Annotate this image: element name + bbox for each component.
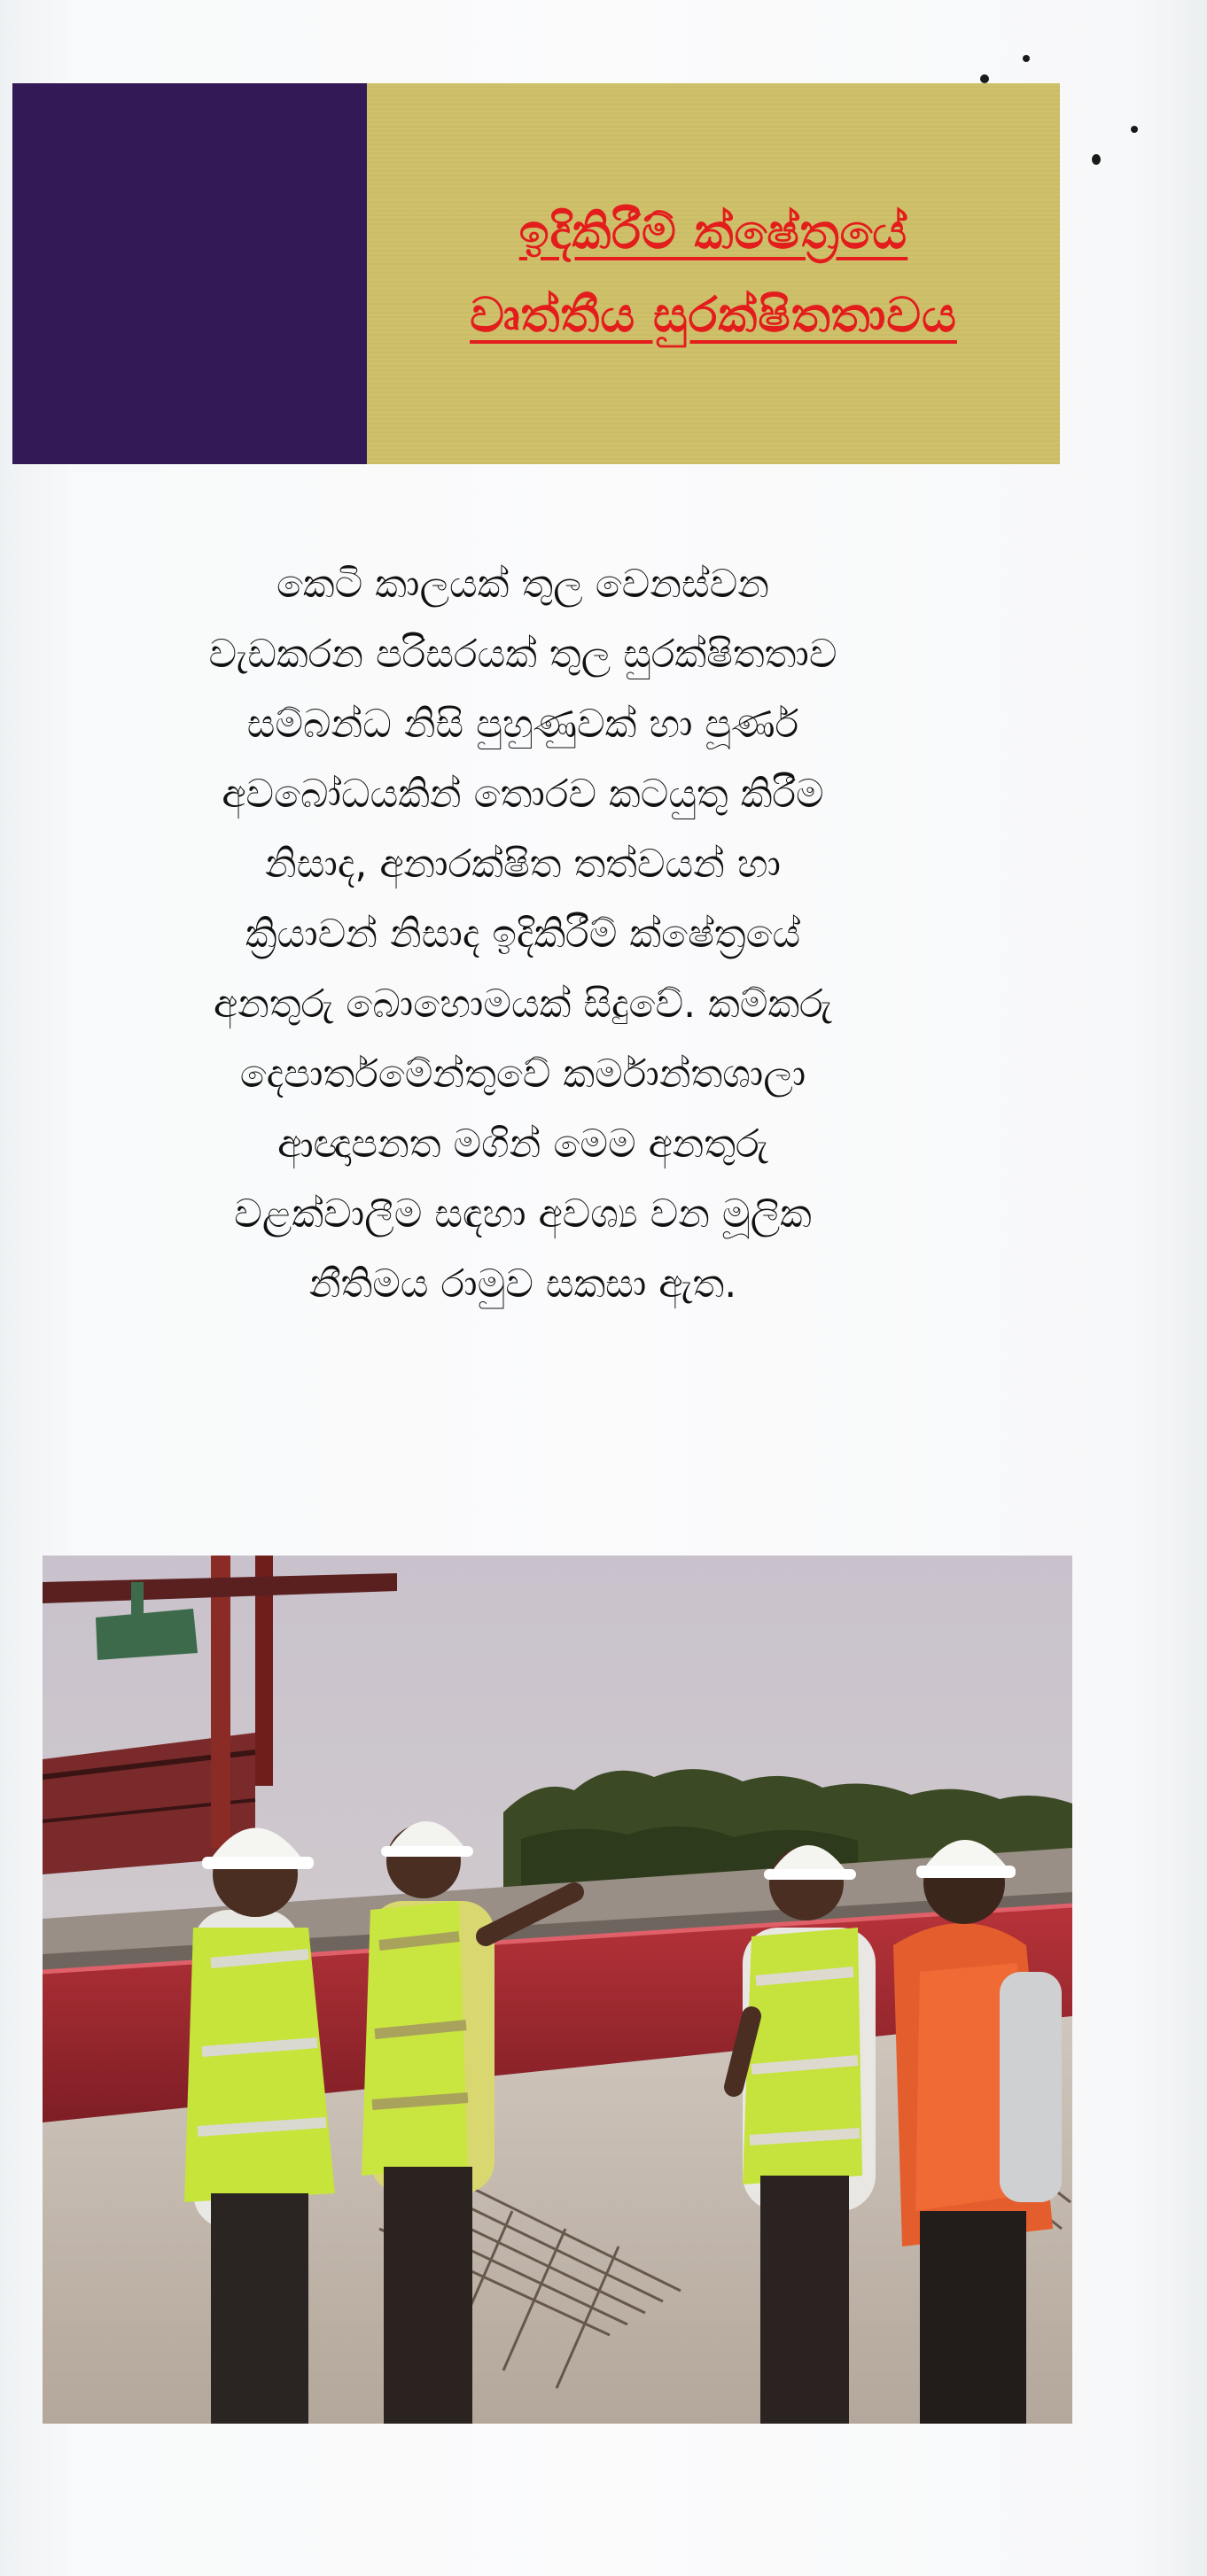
- construction-site-photo: [43, 1556, 1072, 2424]
- title-line-1: ඉදිකිරීම් ක්ෂේත්‍රයේ: [518, 204, 908, 260]
- paragraph-line: නීතිමය රාමුව සකසා ඇත.: [308, 1261, 737, 1307]
- paragraph-line: ක්‍රියාවන් නිසාද ඉදිකිරීම් ක්ෂේත්‍රයේ: [245, 912, 801, 957]
- purple-color-block: [12, 83, 367, 464]
- title-line-2: වෘත්තීය සුරක්ෂිතතාවය: [470, 287, 957, 343]
- paragraph-line: වැඩකරන පරිසරයක් තුල සුරක්ෂිතතාව: [208, 632, 837, 677]
- print-speck: [980, 74, 989, 83]
- print-speck: [1023, 55, 1030, 62]
- paragraph-line: කෙටි කාලයක් තුල වෙනස්වන: [276, 562, 770, 607]
- paragraph-line: සම්බන්ධ නිසි පුහුණුවක් හා පූර්ණ: [246, 702, 799, 747]
- print-speck: [1131, 126, 1138, 133]
- print-speck: [1092, 154, 1101, 165]
- paragraph-line: දෙපාර්තමේන්තුවේ කර්මාන්තශාලා: [239, 1051, 806, 1097]
- paragraph-line: අනතුරු බොහොමයක් සිදුවේ. කම්කරු: [214, 982, 832, 1027]
- intro-paragraph: [53, 549, 993, 1319]
- paragraph-line: නිසාද, අනාරක්ෂිත තත්වයන් හා: [264, 842, 781, 887]
- paragraph-line: වළක්වාලීම සඳහා අවශ්‍ය වන මූලික: [234, 1191, 812, 1237]
- title-panel: [367, 83, 1060, 464]
- paragraph-line: අවබෝධයකින් තොරව කටයුතු කිරීම: [222, 772, 824, 817]
- header-band: [12, 83, 1060, 464]
- paragraph-line: ආඥාපනත මගින් මෙම අනතුරු: [277, 1121, 768, 1167]
